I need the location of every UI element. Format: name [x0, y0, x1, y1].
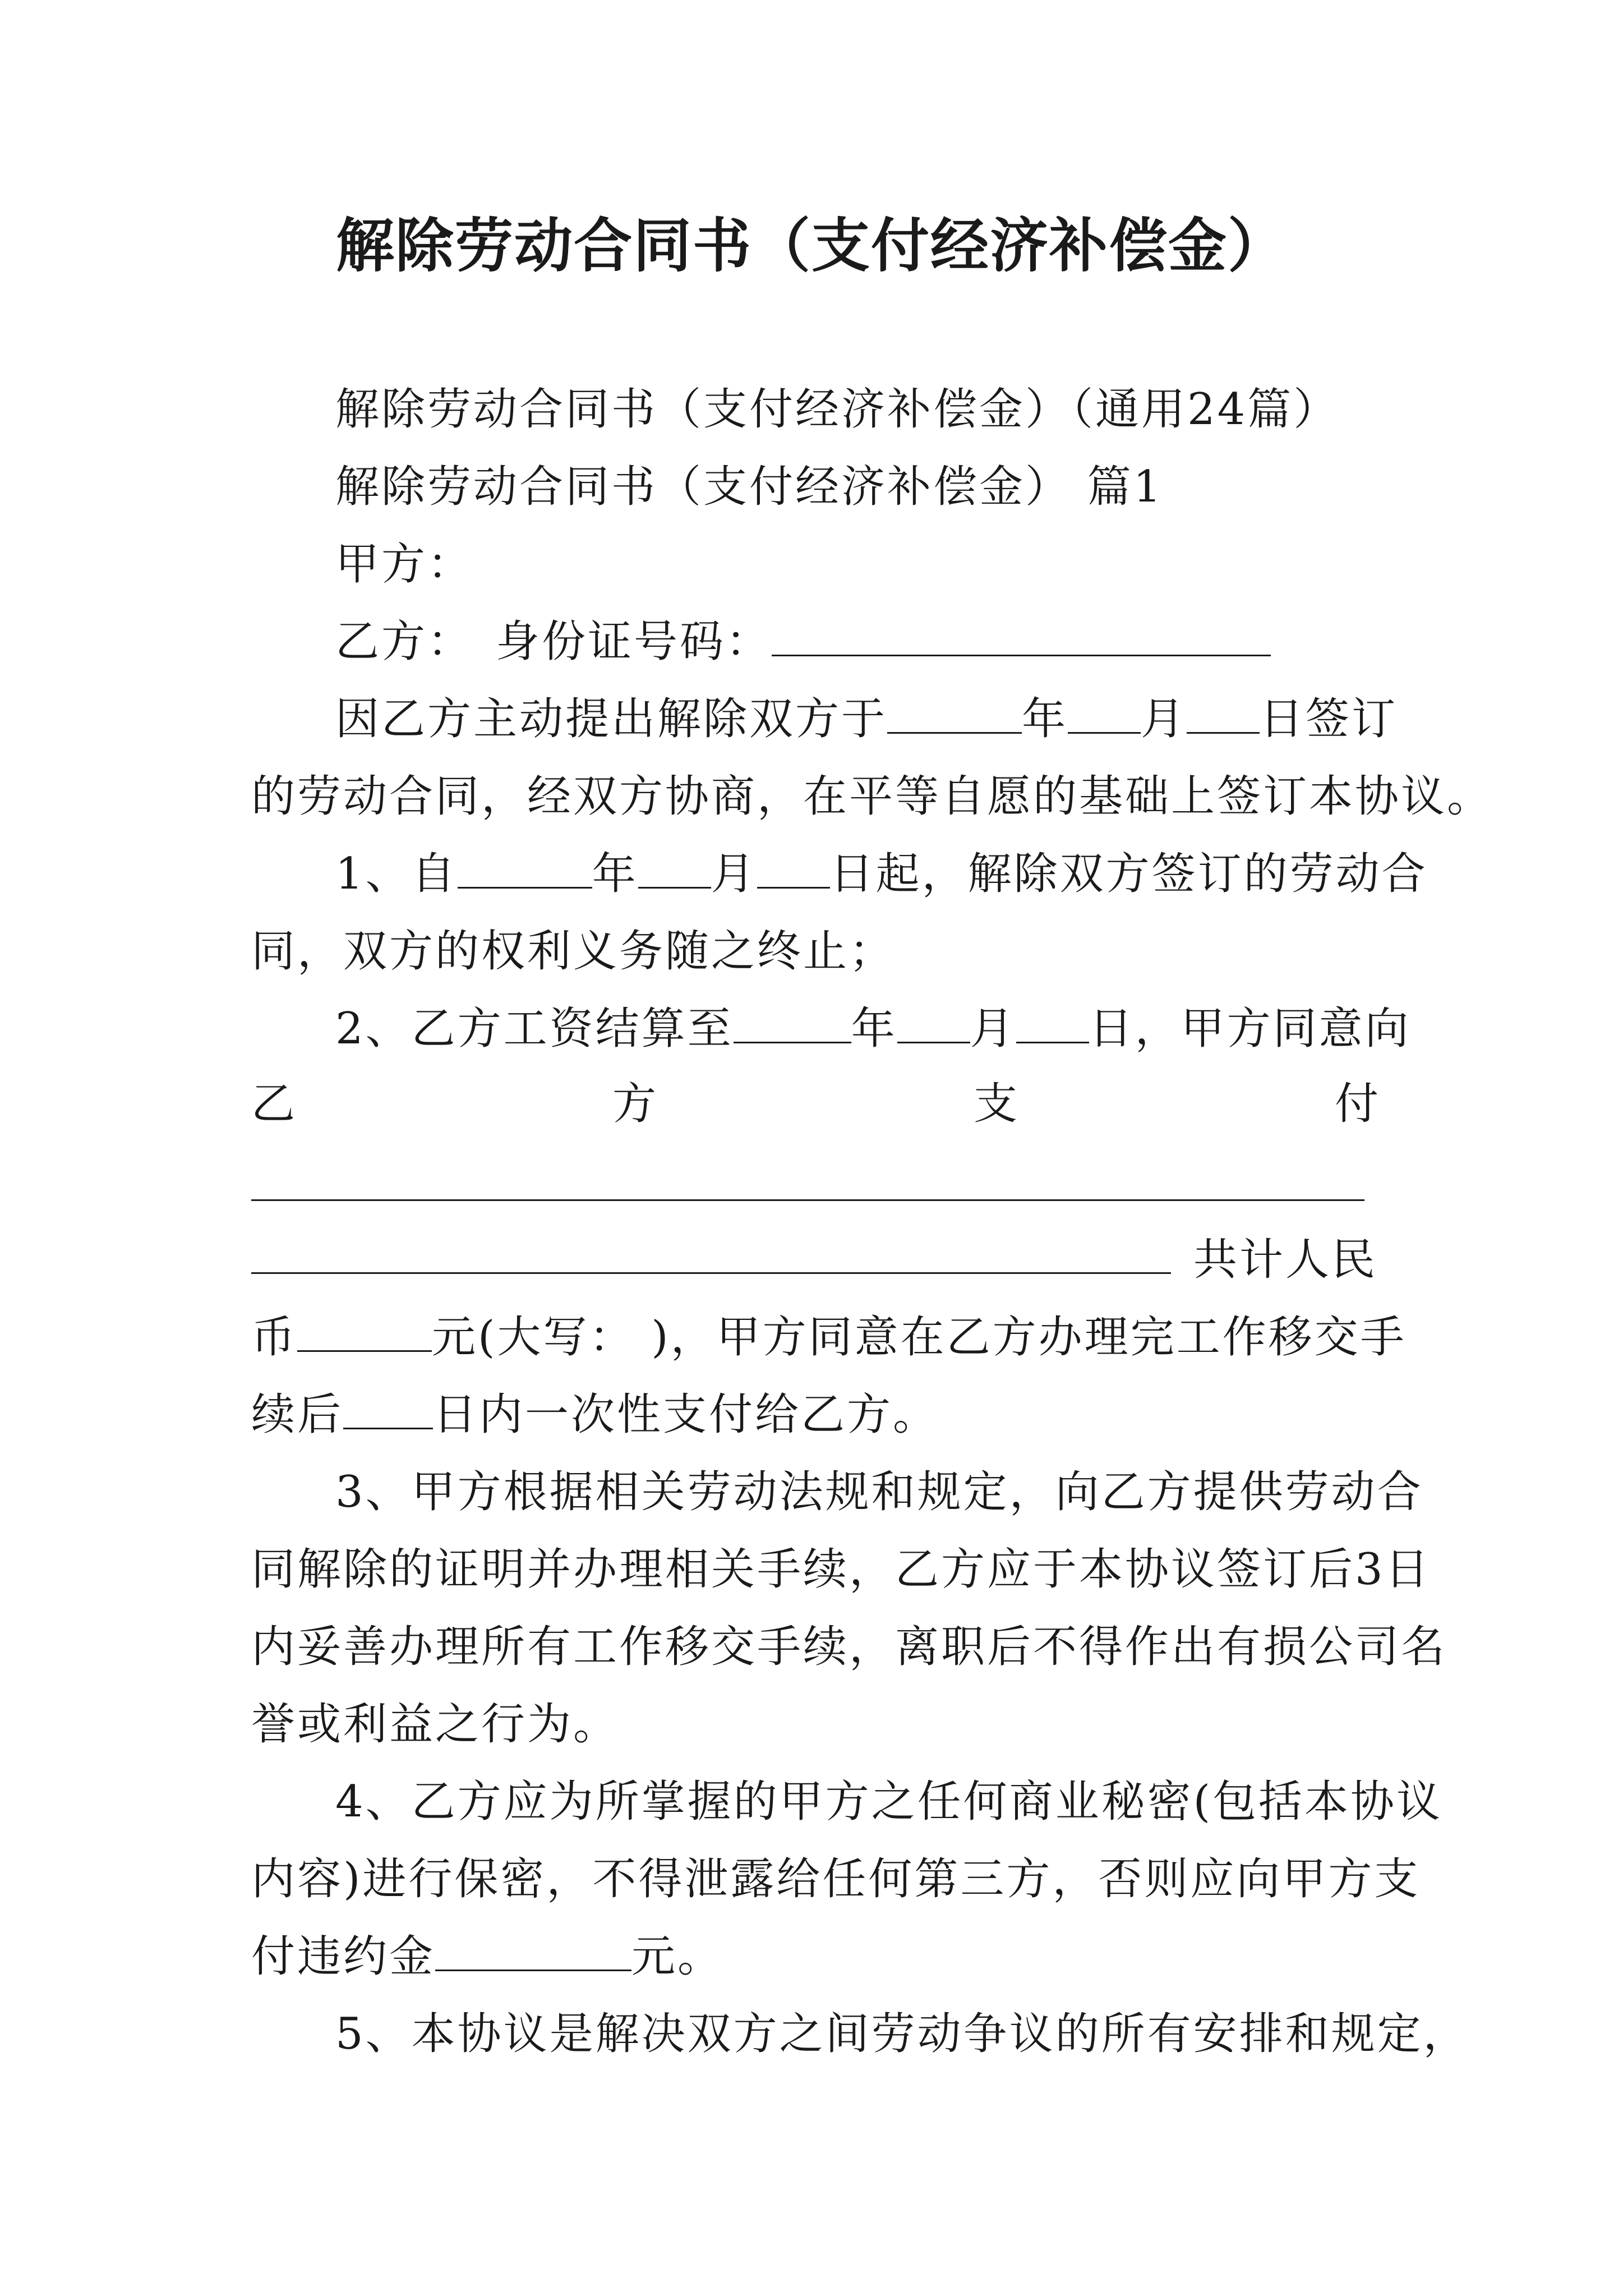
- clause-1-text-a: 1、自: [335, 849, 458, 899]
- clause-5-line-1: 5、本协议是解决双方之间劳动争议的所有安排和规定，: [335, 2009, 1469, 2059]
- id-number-label: 身份证号码：: [496, 616, 772, 667]
- intro-text-a: 因乙方主动提出解除双方于: [335, 694, 888, 744]
- day-blank: [757, 851, 830, 889]
- day-blank: [1016, 1006, 1089, 1043]
- clause-1-line-1: [335, 846, 1428, 902]
- document-title: 解除劳动合同书（支付经济补偿金）: [335, 211, 1287, 280]
- month-blank: [897, 1006, 970, 1043]
- clause-4-line-2: 内容)进行保密，不得泄露给任何第三方，否则应向甲方支: [251, 1854, 1421, 1904]
- month-label: 月: [1141, 694, 1187, 744]
- intro-line-1: [335, 691, 1398, 747]
- month-blank: [638, 851, 711, 889]
- amount-blank: [297, 1314, 432, 1352]
- party-b-label: 乙方：: [335, 616, 474, 667]
- document-subtitle: 解除劳动合同书（支付经济补偿金）（通用24篇）: [335, 384, 1340, 435]
- party-b-line: [335, 614, 1271, 670]
- year-label: 年: [592, 849, 638, 899]
- justified-char: 乙: [251, 1079, 296, 1129]
- clause-3-line-1: 3、甲方根据相关劳动法规和规定，向乙方提供劳动合: [335, 1467, 1423, 1517]
- days-blank: [343, 1392, 433, 1429]
- clause-3-line-3: 内妥善办理所有工作移交手续，离职后不得作出有损公司名: [251, 1622, 1447, 1672]
- year-blank: [887, 696, 1022, 734]
- clause-1-text-d: 日起，解除双方签订的劳动合: [829, 849, 1428, 899]
- year-blank: [458, 851, 592, 889]
- justified-char: 方: [612, 1079, 656, 1129]
- clause-4-text-b: 元。: [631, 1931, 724, 1982]
- year-label: 年: [1022, 694, 1068, 744]
- clause-2-text-5b: 元(大写： )，甲方同意在乙方办理完工作移交手: [432, 1312, 1407, 1363]
- clause-2-currency: 币: [251, 1312, 298, 1363]
- clause-2-line-6: [251, 1387, 939, 1443]
- intro-text-d: 日签订: [1260, 694, 1398, 744]
- clause-2-text-a: 2、乙方工资结算至: [335, 1004, 734, 1054]
- intro-line-2: 的劳动合同，经双方协商，在平等自愿的基础上签订本协议。: [251, 771, 1493, 822]
- clause-4-line-3: [251, 1929, 723, 1985]
- penalty-amount-blank: [435, 1934, 631, 1971]
- justified-char: 支: [973, 1079, 1017, 1129]
- month-label: 月: [970, 1004, 1016, 1054]
- clause-3-line-4: 誉或利益之行为。: [251, 1699, 620, 1750]
- payment-blank-line-1: [251, 1199, 1364, 1201]
- clause-2-total-label: 共计人民: [1193, 1235, 1378, 1285]
- month-blank: [1068, 696, 1141, 734]
- clause-2-text-d: 日，甲方同意向: [1089, 1004, 1411, 1054]
- justified-char: 付: [1334, 1079, 1378, 1129]
- clause-2-text-6b: 日内一次性支付给乙方。: [433, 1389, 939, 1440]
- clause-4-line-1: 4、乙方应为所掌握的甲方之任何商业秘密(包括本协议: [335, 1777, 1443, 1827]
- clause-2-text-6a: 续后: [251, 1389, 344, 1440]
- year-label: 年: [851, 1004, 897, 1054]
- id-number-blank: [772, 619, 1271, 656]
- day-blank: [1187, 696, 1260, 734]
- clause-2-line-1: [335, 1001, 1411, 1057]
- section-heading: 解除劳动合同书（支付经济补偿金） 篇1: [335, 462, 1164, 512]
- clause-1-line-2: 同，双方的权利义务随之终止；: [251, 926, 896, 977]
- clause-3-line-2: 同解除的证明并办理相关手续，乙方应于本协议签订后3日: [251, 1544, 1431, 1595]
- month-label: 月: [711, 849, 757, 899]
- clause-4-text-a: 付违约金: [251, 1931, 436, 1982]
- party-a-label: 甲方：: [335, 539, 474, 590]
- clause-2-justified-line: [251, 1076, 1378, 1132]
- clause-2-line-5: [251, 1309, 1407, 1365]
- year-blank: [734, 1006, 851, 1043]
- payment-blank-line-2: [251, 1272, 1171, 1274]
